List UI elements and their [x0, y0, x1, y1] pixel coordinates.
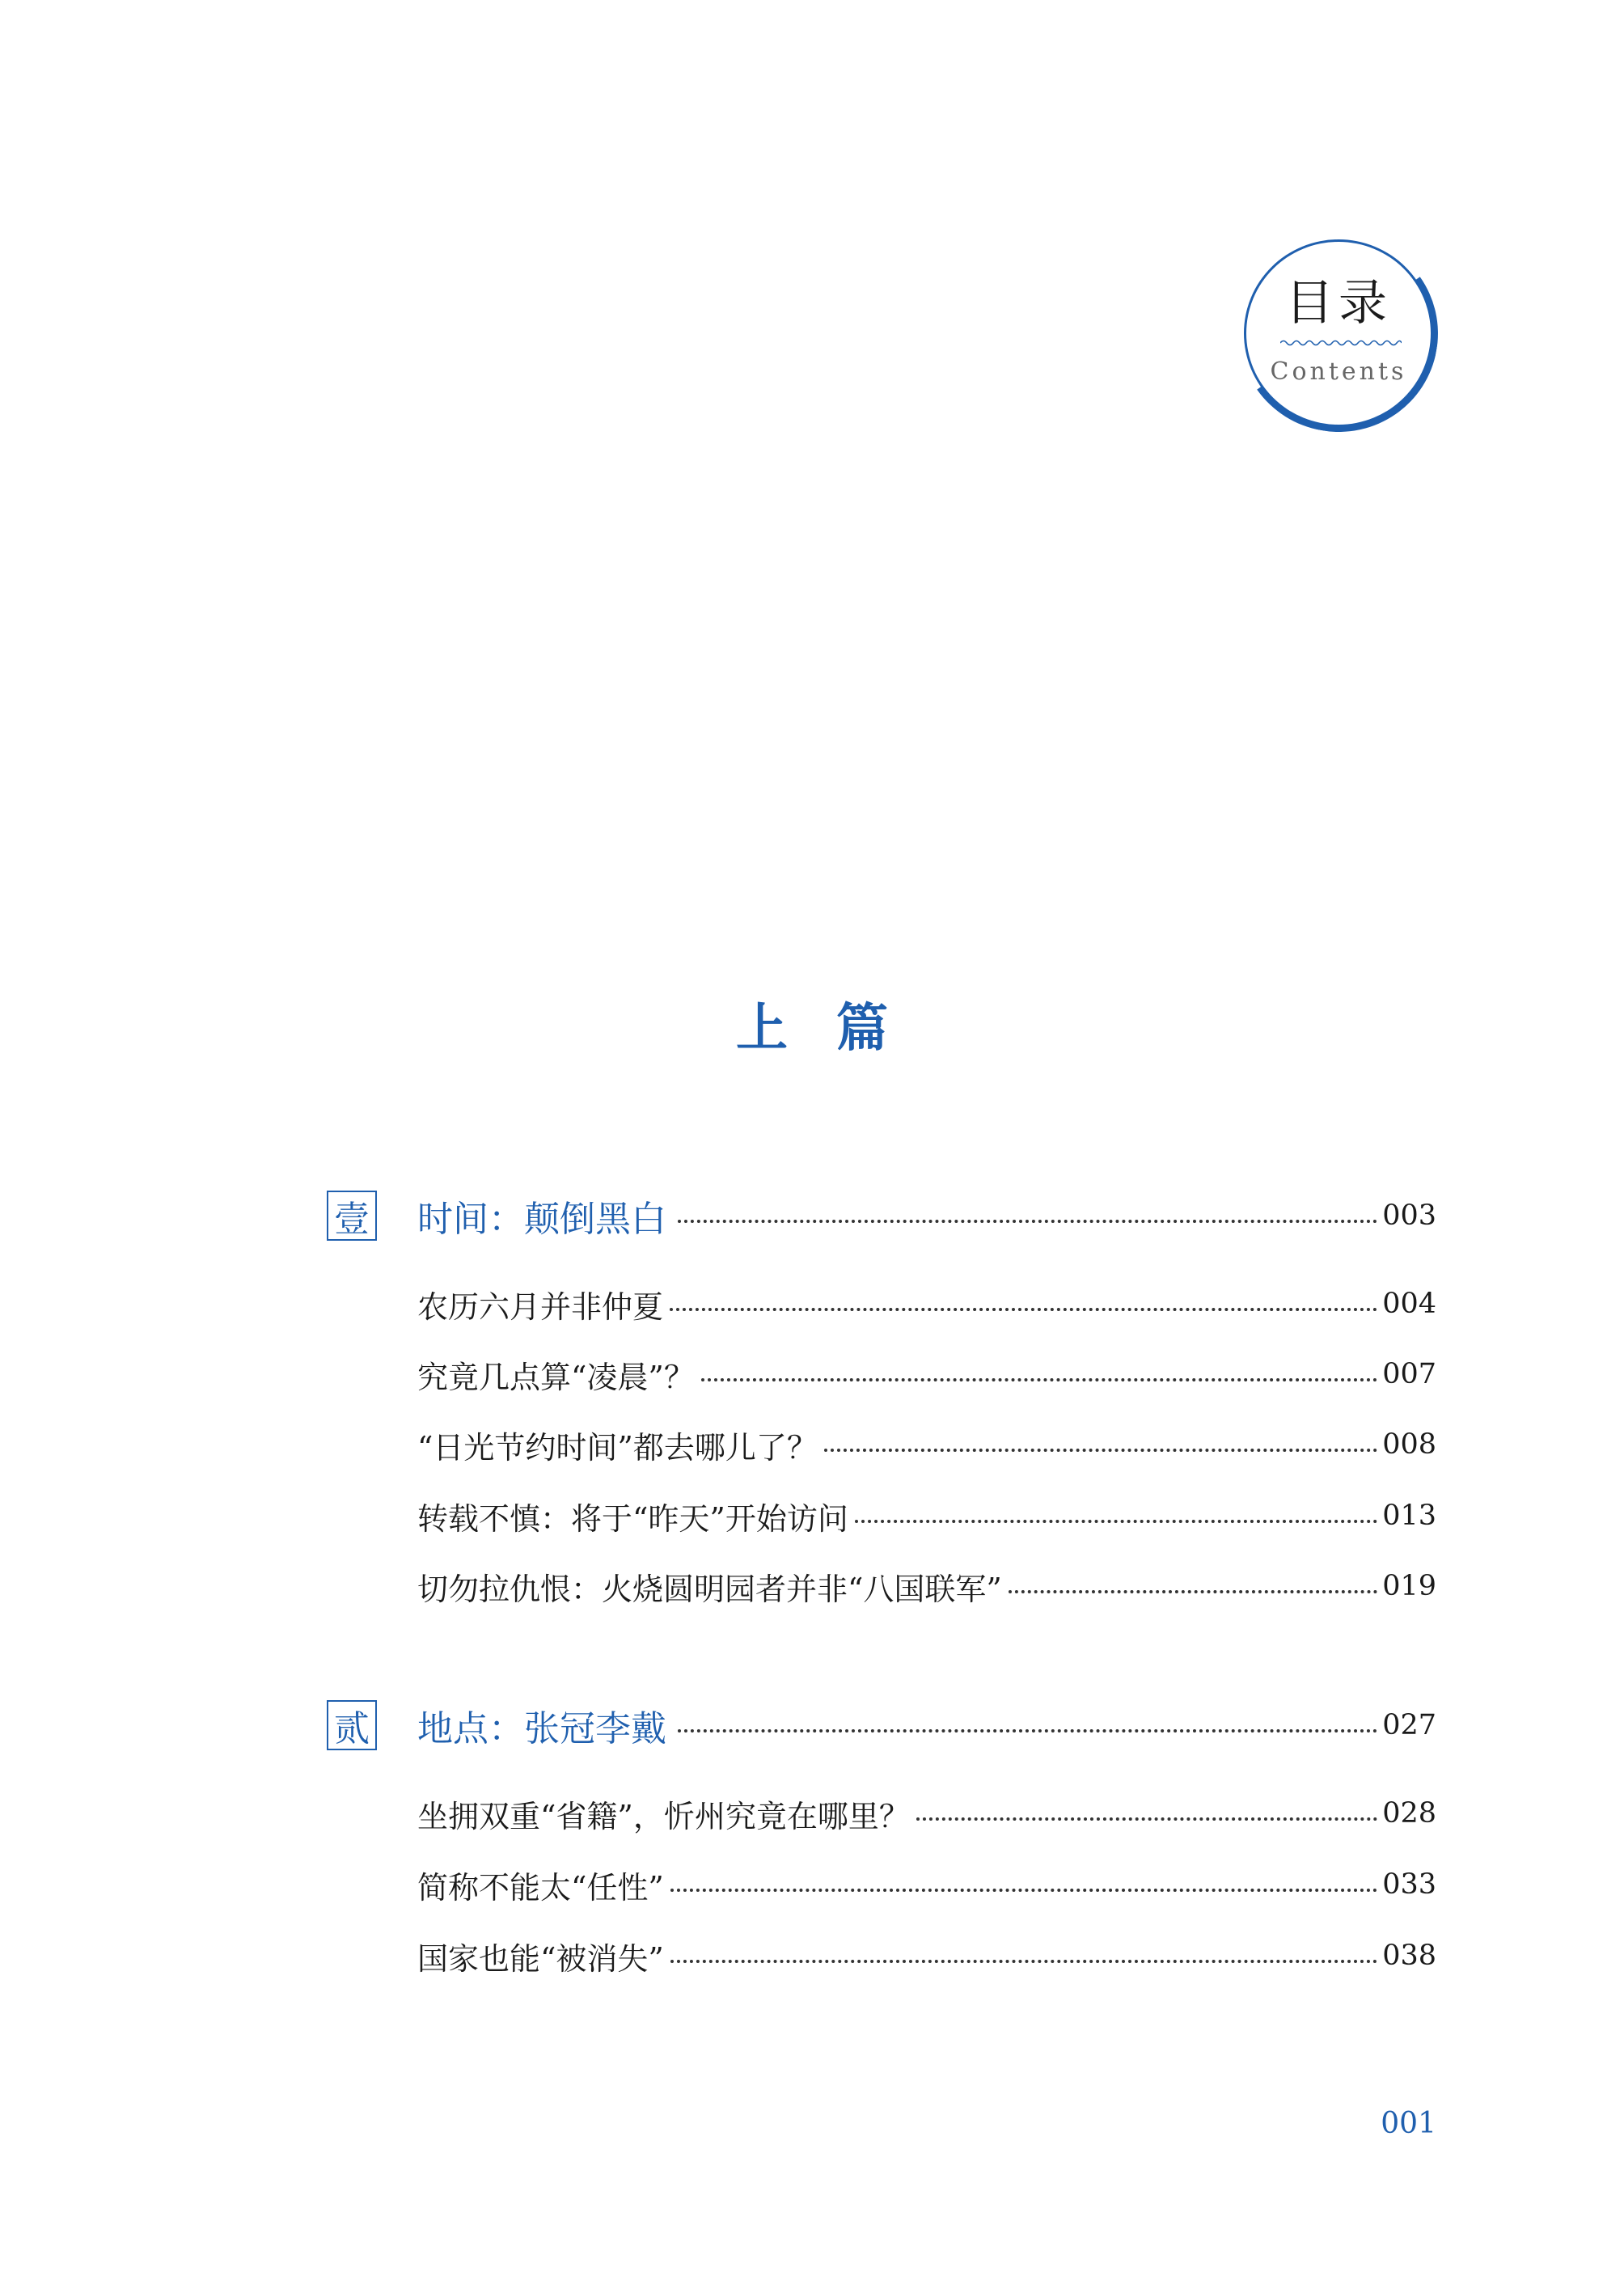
toc-entry[interactable] — [417, 1860, 1436, 1909]
page-number: 033 — [1382, 1868, 1436, 1901]
chapter-title: 地点：张冠李戴 — [417, 1708, 666, 1749]
page-number: 027 — [1382, 1709, 1436, 1741]
dot-leader — [916, 1817, 1377, 1821]
page-number: 019 — [1382, 1570, 1436, 1602]
dot-leader — [678, 1220, 1377, 1223]
dot-leader — [678, 1729, 1377, 1732]
part-title: 上篇 — [736, 999, 937, 1059]
entry-title: 究竟几点算“凌晨”？ — [417, 1359, 695, 1395]
entry-title: 切勿拉仇恨：火烧圆明园者并非“八国联军” — [417, 1571, 1002, 1607]
wave-divider-icon — [1280, 339, 1402, 347]
page-number: 008 — [1382, 1428, 1436, 1461]
chapter-heading-1[interactable] — [327, 1187, 1436, 1244]
page-number: 013 — [1382, 1500, 1436, 1532]
page-number: 003 — [1382, 1199, 1436, 1232]
page-number: 004 — [1382, 1288, 1436, 1320]
entry-title: 转载不慎：将于“昨天”开始访问 — [417, 1500, 848, 1537]
toc-entry[interactable] — [417, 1420, 1436, 1469]
entry-title: 坐拥双重“省籍”，忻州究竟在哪里？ — [417, 1798, 910, 1834]
entry-title: “日光节约时间”都去哪儿了？ — [417, 1429, 818, 1466]
entry-title: 国家也能“被消失” — [417, 1940, 664, 1977]
chapter-heading-2[interactable] — [327, 1697, 1436, 1754]
chapter-title: 时间：颠倒黑白 — [417, 1199, 666, 1240]
dot-leader — [670, 1960, 1377, 1963]
toc-entry[interactable] — [417, 1280, 1436, 1328]
contents-badge — [1244, 239, 1433, 427]
footer-page-number: 001 — [1381, 2107, 1436, 2140]
toc-entry[interactable] — [417, 1562, 1436, 1610]
page-number: 007 — [1382, 1358, 1436, 1390]
dot-leader — [824, 1449, 1377, 1452]
contents-subtitle: Contents — [1270, 357, 1407, 386]
entry-title: 农历六月并非仲夏 — [417, 1288, 664, 1325]
contents-title: 目录 — [1285, 275, 1392, 332]
entry-title: 简称不能太“任性” — [417, 1869, 664, 1906]
dot-leader — [855, 1520, 1377, 1523]
chapter-number-box: 贰 — [327, 1700, 377, 1750]
page-number: 028 — [1382, 1797, 1436, 1830]
toc-entry[interactable] — [417, 1789, 1436, 1838]
dot-leader — [670, 1308, 1377, 1311]
toc-entry[interactable] — [417, 1491, 1436, 1540]
page-number: 038 — [1382, 1940, 1436, 1972]
dot-leader — [1009, 1590, 1377, 1593]
dot-leader — [701, 1378, 1377, 1381]
toc-entry[interactable] — [417, 1350, 1436, 1398]
toc-entry[interactable] — [417, 1931, 1436, 1980]
chapter-number-box: 壹 — [327, 1191, 377, 1241]
dot-leader — [670, 1889, 1377, 1892]
